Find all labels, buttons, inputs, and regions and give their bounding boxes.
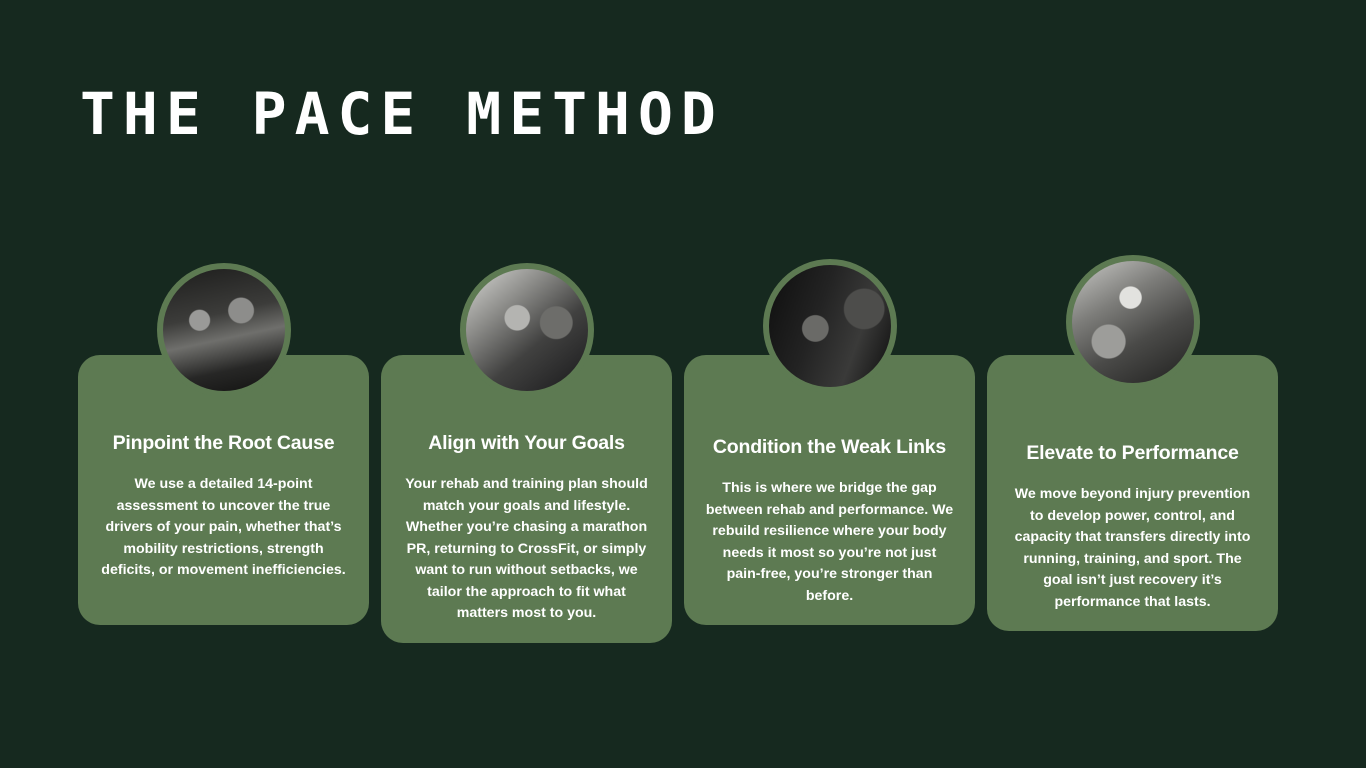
- card-body: This is where we bridge the gap between rehab and performance. We rebuild resilience where your body needs it most so you’re not just pain-free, you’re stronger than before.: [705, 479, 954, 604]
- photo-circle-mask: [1072, 261, 1194, 383]
- photo-circle-mask: [466, 269, 588, 391]
- method-card-row: [78, 355, 1310, 643]
- photo-race-runner-icon: [1066, 255, 1200, 389]
- card-body: We move beyond injury prevention to develop power, control, and capacity that transfers directly into running, training, and sport. The goal isn’t just recovery it’s performance that lasts.: [1014, 485, 1251, 610]
- photo-gym-running-icon: [763, 259, 897, 393]
- method-card: [381, 355, 672, 643]
- card-title: Pinpoint the Root Cause: [112, 432, 335, 454]
- card-title: Align with Your Goals: [428, 432, 625, 454]
- card-title: Condition the Weak Links: [712, 436, 947, 458]
- page-title: THE PACE METHOD: [80, 80, 724, 148]
- method-card: [987, 355, 1278, 631]
- card-body: We use a detailed 14-point assessment to uncover the true drivers of your pain, whether that’s mobility restrictions, strength deficits, or movement inefficiencies.: [101, 475, 346, 579]
- photo-circle-mask: [163, 269, 285, 391]
- photo-circle-mask: [769, 265, 891, 387]
- photo-barbell-coaching-icon: [460, 263, 594, 397]
- method-card: [78, 355, 369, 625]
- card-body: Your rehab and training plan should match your goals and lifestyle. Whether you’re chasing a marathon PR, returning to CrossFit, or simply want to run without setbacks, we tailor the approach to fit what matters most to you.: [405, 475, 648, 622]
- method-card: [684, 355, 975, 625]
- card-title: Elevate to Performance: [1026, 442, 1239, 464]
- photo-assessment-table-icon: [157, 263, 291, 397]
